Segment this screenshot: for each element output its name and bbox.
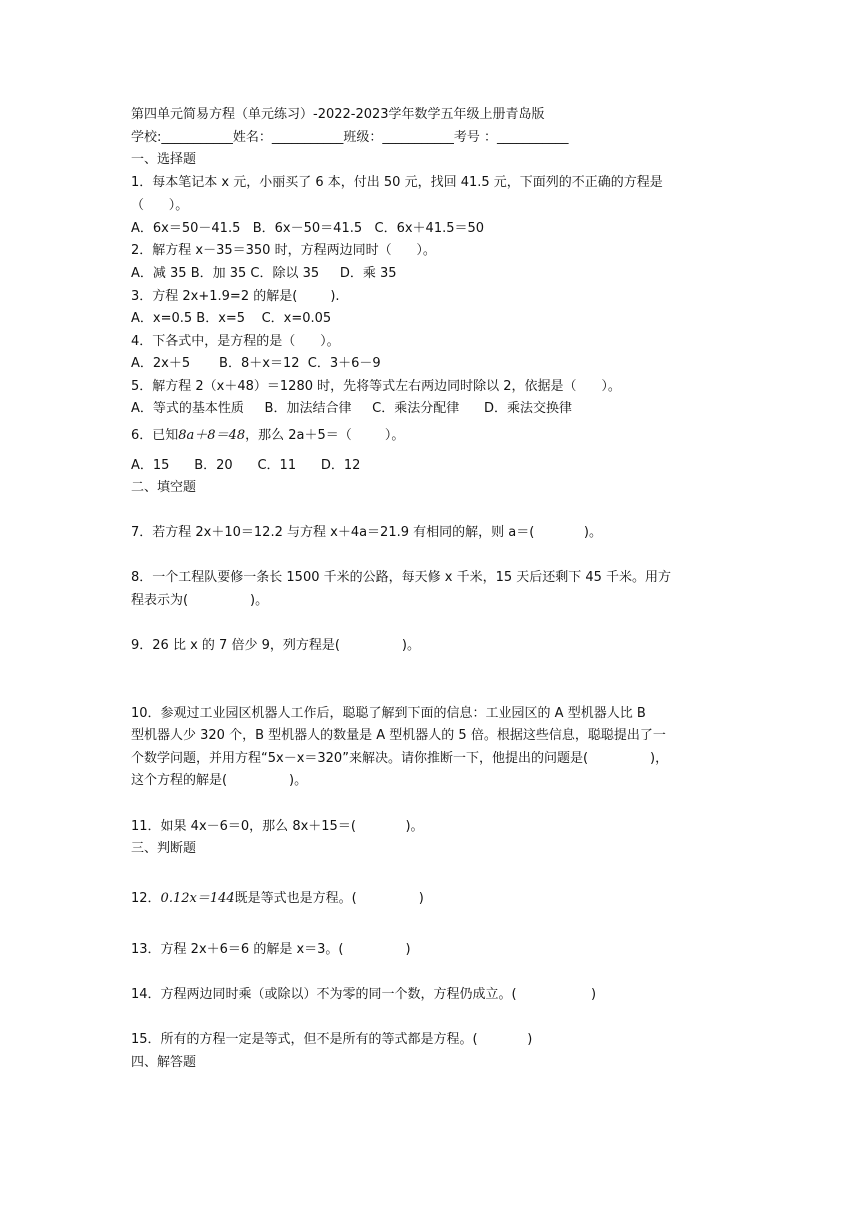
question-6-suffix: ，那么 2a＋5＝（ ）。	[245, 428, 405, 443]
question-1-stem-line2: （ ）。	[131, 198, 189, 213]
question-6-prefix: 6．已知	[131, 428, 179, 443]
question-5-options: A．等式的基本性质 B．加法结合律 C．乘法分配律 D．乘法交换律	[131, 401, 573, 416]
section-heading-judge: 三、判断题	[131, 841, 197, 856]
question-12	[131, 889, 424, 909]
question-10-line4: 这个方程的解是( )。	[131, 773, 308, 788]
question-5-stem: 5．解方程 2（x＋48）＝1280 时，先将等式左右两边同时除以 2，依据是（ ）。	[131, 379, 621, 394]
question-13: 13．方程 2x＋6＝6 的解是 x＝3。( )	[131, 942, 411, 957]
question-14: 14．方程两边同时乘（或除以）不为零的同一个数，方程仍成立。( )	[131, 987, 597, 1002]
question-10-line3: 个数学问题，并用方程“5x－x＝320”来解决。请你推断一下，他提出的问题是( )，	[131, 751, 669, 766]
question-9: 9．26 比 x 的 7 倍少 9，列方程是( )。	[131, 638, 420, 653]
question-8-line1: 8．一个工程队要修一条长 1500 千米的公路，每天修 x 千米，15 天后还剩下 45 千米。用方	[131, 570, 672, 585]
question-12-equation: 0.12x＝144	[160, 891, 235, 906]
question-3-options: A．x=0.5 B．x=5 C．x=0.05	[131, 311, 332, 326]
question-2-stem: 2．解方程 x－35＝350 时，方程两边同时（ ）。	[131, 243, 436, 258]
question-2-options: A．减 35 B．加 35 C．除以 35 D．乘 35	[131, 266, 397, 281]
question-6-options: A．15 B．20 C．11 D．12	[131, 458, 361, 473]
question-1-options: A．6x＝50－41.5 B．6x－50＝41.5 C．6x＋41.5＝50	[131, 221, 485, 236]
section-heading-fill: 二、填空题	[131, 480, 197, 495]
question-11: 11．如果 4x－6＝0，那么 8x＋15＝( )。	[131, 819, 424, 834]
question-12-prefix: 12．	[131, 891, 161, 906]
question-7: 7．若方程 2x＋10＝12.2 与方程 x＋4a＝21.9 有相同的解，则 a＝( )。	[131, 525, 602, 540]
question-12-suffix: 既是等式也是方程。( )	[234, 891, 424, 906]
question-4-stem: 4．下各式中，是方程的是（ ）。	[131, 334, 340, 349]
question-10-line1: 10．参观过工业园区机器人工作后，聪聪了解到下面的信息：工业园区的 A 型机器人比 B	[131, 706, 646, 721]
question-6-equation: 8a＋8＝48	[178, 428, 246, 443]
question-15: 15．所有的方程一定是等式，但不是所有的等式都是方程。( )	[131, 1032, 533, 1047]
question-8-line2: 程表示为( )。	[131, 593, 269, 608]
question-4-options: A．2x＋5 B．8＋x＝12 C．3＋6－9	[131, 356, 381, 371]
section-heading-solve: 四、解答题	[131, 1055, 197, 1070]
question-10-line2: 型机器人少 320 个，B 型机器人的数量是 A 型机器人的 5 倍。根据这些信息，聪聪提出了一	[131, 728, 666, 743]
question-1-stem-line1: 1．每本笔记本 x 元，小丽买了 6 本，付出 50 元，找回 41.5 元，下面列的不正确的方程是	[131, 175, 663, 190]
section-heading-choice: 一、选择题	[131, 152, 197, 167]
question-3-stem: 3．方程 2x+1.9=2 的解是( ).	[131, 289, 340, 304]
document-title: 第四单元简易方程（单元练习）-2022-2023学年数学五年级上册青岛版	[131, 107, 545, 122]
question-6-stem	[131, 426, 404, 446]
student-info-line: 学校:___________姓名：___________班级：___________考号 ：___________	[131, 130, 569, 145]
